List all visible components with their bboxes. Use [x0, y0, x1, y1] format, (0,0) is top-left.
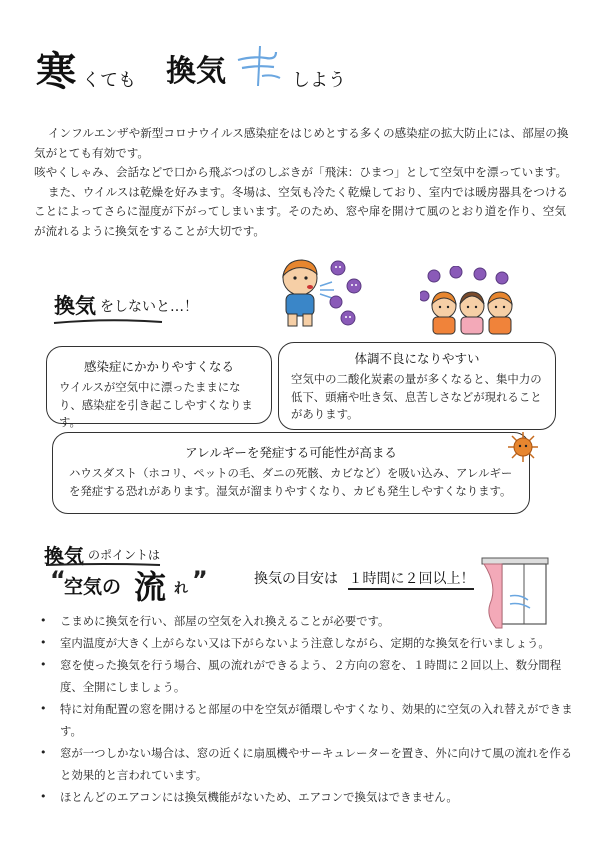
- list-item: • 室内温度が大きく上がらない又は下がらないよう注意しながら、定期的な換気を行いましょう。: [38, 632, 578, 654]
- list-item: • ほとんどのエアコンには換気機能がないため、エアコンで換気はできません。: [38, 786, 578, 808]
- box-infection-title: 感染症にかかりやすくなる: [83, 359, 234, 374]
- wind-icon: [232, 38, 292, 98]
- section2-heading-kanki: 換気: [44, 544, 84, 568]
- section1-underline: [52, 318, 164, 326]
- ventilation-guide-prefix: 換気の目安は: [254, 571, 338, 587]
- section1-heading-rest: をしないと…！: [100, 299, 198, 315]
- box-infection-body: ウイルスが空気中に漂ったままになり、感染症を引き起こしやすくなります。: [59, 380, 253, 429]
- title-cold-kanji: 寒: [36, 48, 76, 95]
- title-kanki: 換気: [166, 54, 226, 89]
- intro-text: [34, 124, 574, 241]
- flow-quote-close: ”: [192, 566, 208, 594]
- intro-paragraph-2: 咳やくしゃみ、会話などで口から飛ぶつばのしぶきが「飛沫：ひまつ」として空気中を漂っています。: [34, 165, 568, 179]
- title-kutemo: くても: [82, 70, 136, 91]
- box-allergy: [52, 432, 530, 514]
- ventilation-guide-emph: １時間に２回以上！: [348, 568, 474, 590]
- section2-heading-point: のポイントは: [88, 548, 161, 562]
- intro-paragraph-1: インフルエンザや新型コロナウイルス感染症をはじめとする多くの感染症の拡大防止には、部屋の換気がとても有効です。: [34, 126, 569, 160]
- flow-nagare-kana: れ: [174, 581, 188, 597]
- box-health-body: 空気中の二酸化炭素の量が多くなると、集中力の低下、頭痛や吐き気、息苦しさなどが現れることがあります。: [291, 372, 542, 421]
- list-item: • こまめに換気を行い、部屋の空気を入れ換えることが必要です。: [38, 610, 578, 632]
- flow-heading: [50, 566, 250, 606]
- ventilation-tips-list: [38, 610, 578, 808]
- ventilation-guide: [254, 568, 474, 590]
- virus-icon: [318, 256, 368, 330]
- list-item: • 窓を使った換気を行う場合、風の流れができるよう、２方向の窓を、１時間に２回以上、数分間程度、全開にしましょう。: [38, 654, 578, 698]
- flow-nagare-kanji: 流: [134, 568, 167, 606]
- box-allergy-title: アレルギーを発症する可能性が高まる: [185, 445, 397, 460]
- page-title: [36, 38, 596, 98]
- flow-air: 空気の: [64, 576, 122, 598]
- list-item: • 特に対角配置の窓を開けると部屋の中を空気が循環しやすくなり、効果的に空気の入れ替えができます。: [38, 698, 578, 742]
- flow-quote-open: “: [50, 566, 66, 594]
- box-health: [278, 342, 556, 430]
- box-infection: [46, 346, 272, 429]
- section1-heading-kanki: 換気: [54, 293, 96, 318]
- box-allergy-body: ハウスダスト（ホコリ、ペットの毛、ダニの死骸、カビなど）を吸い込み、アレルギーを発症する恐れがあります。湿気が溜まりやすくなり、カビも発生しやすくなります。: [69, 466, 513, 498]
- title-shiyou: しよう: [292, 70, 346, 91]
- worried-children-illustration: [420, 266, 522, 336]
- list-item: • 窓が一つしかない場合は、窓の近くに扇風機やサーキュレーターを置き、外に向けて風の流れを作ると効果的と言われています。: [38, 742, 578, 786]
- intro-paragraph-3: また、ウイルスは乾燥を好みます。冬場は、空気も冷たく乾燥しており、室内では暖房器具をつけることによってさらに湿度が下がってしまいます。そのため、窓や扉を開けて風のとおり道を作り、空気が流れるように換気をすることが大切です。: [34, 184, 569, 238]
- box-health-title: 体調不良になりやすい: [354, 351, 480, 366]
- mold-spore-icon: [506, 430, 540, 464]
